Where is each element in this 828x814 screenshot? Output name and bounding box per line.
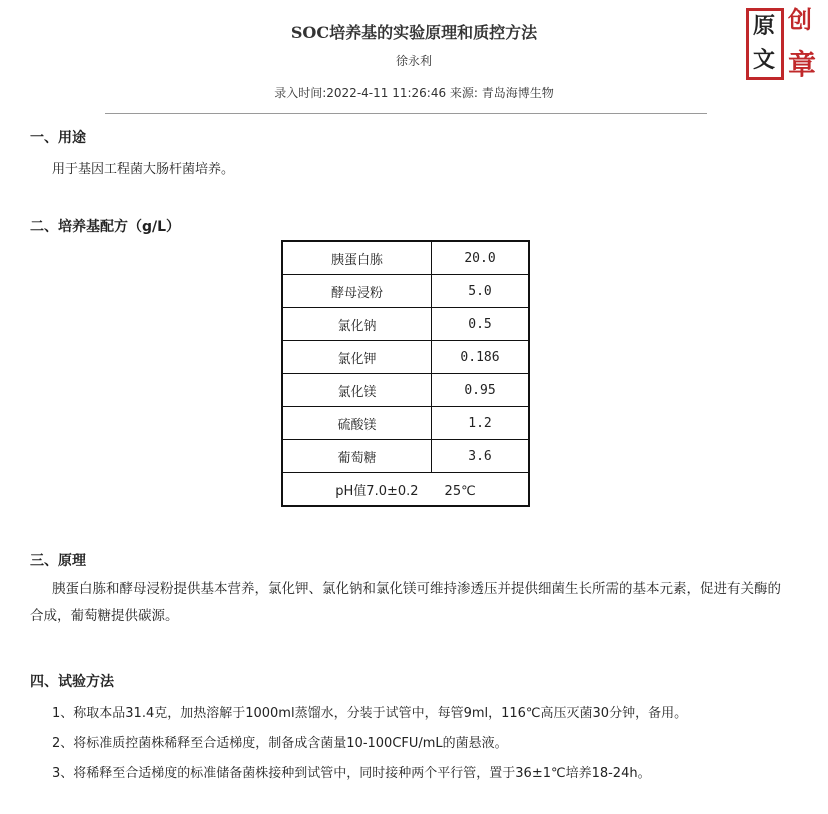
header-divider [105, 113, 707, 114]
table-row [282, 407, 529, 440]
ingredient-name: 氯化钠 [282, 308, 432, 341]
table-row [282, 374, 529, 407]
table-row [282, 440, 529, 473]
ingredient-name: 酵母浸粉 [282, 275, 432, 308]
ingredient-name: 氯化钾 [282, 341, 432, 374]
method-step: 2、将标准质控菌株稀释至合适梯度，制备成含菌量10-100CFU/mL的菌悬液。 [52, 736, 508, 751]
formula-table [281, 240, 530, 507]
ingredient-name: 胰蛋白胨 [282, 241, 432, 275]
ingredient-value: 0.186 [432, 341, 530, 374]
table-row [282, 473, 529, 507]
table-row [282, 341, 529, 374]
original-article-stamp [744, 4, 824, 86]
ingredient-value: 5.0 [432, 275, 530, 308]
ingredient-name: 硫酸镁 [282, 407, 432, 440]
ingredient-name: 葡萄糖 [282, 440, 432, 473]
section-heading-formula: 二、培养基配方（g/L） [30, 219, 181, 235]
section-heading-principle: 三、原理 [30, 553, 86, 569]
stamp-char: 文 [753, 47, 776, 73]
article-meta: 录入时间:2022-4-11 11:26:46 来源: 青岛海博生物 [274, 86, 554, 100]
ingredient-value: 0.95 [432, 374, 530, 407]
stamp-char: 创 [788, 5, 812, 34]
method-step: 1、称取本品31.4克，加热溶解于1000ml蒸馏水，分装于试管中，每管9ml，116℃高压灭菌30分钟，备用。 [52, 706, 688, 721]
ingredient-value: 20.0 [432, 241, 530, 275]
stamp-char: 章 [788, 48, 817, 81]
ingredient-value: 0.5 [432, 308, 530, 341]
usage-text: 用于基因工程菌大肠杆菌培养。 [52, 162, 235, 177]
table-row [282, 241, 529, 275]
section-heading-method: 四、试验方法 [30, 674, 114, 690]
table-row [282, 308, 529, 341]
section-heading-usage: 一、用途 [30, 130, 86, 146]
principle-text: 胰蛋白胨和酵母浸粉提供基本营养，氯化钾、氯化钠和氯化镁可维持渗透压并提供细菌生长所需的基本元素，促进有关酶的合成，葡萄糖提供碳源。 [30, 581, 781, 624]
method-step: 3、将稀释至合适梯度的标准储备菌株接种到试管中，同时接种两个平行管，置于36±1℃培养18-24h。 [52, 766, 651, 781]
article-author: 徐永利 [395, 54, 432, 68]
ingredient-value: 3.6 [432, 440, 530, 473]
article-title: SOC培养基的实验原理和质控方法 [290, 23, 538, 42]
ph-temperature-cell: pH值7.0±0.2 25℃ [282, 473, 529, 507]
stamp-char: 原 [753, 13, 776, 39]
ingredient-value: 1.2 [432, 407, 530, 440]
table-row [282, 275, 529, 308]
ingredient-name: 氯化镁 [282, 374, 432, 407]
